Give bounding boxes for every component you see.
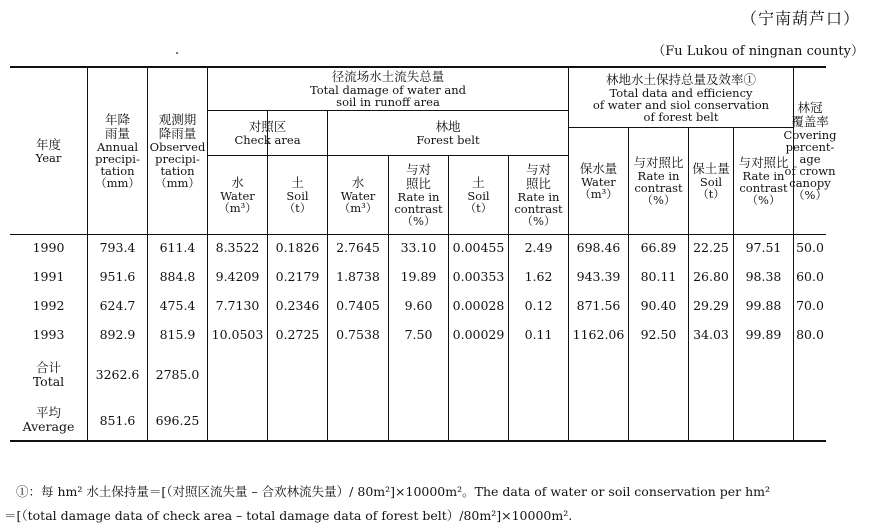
fwr-cn1: 与对 xyxy=(405,162,431,177)
fsr-en2: contrast xyxy=(514,202,563,216)
table-cell: 2.7645 xyxy=(336,240,380,255)
cs-en: Soil xyxy=(286,189,309,203)
cwr-en2: contrast xyxy=(634,181,683,195)
table-cell: 7.50 xyxy=(404,327,433,342)
check-cn: 对照区 xyxy=(248,119,287,134)
observed-cn2: 降雨量 xyxy=(158,126,197,141)
canopy-en4: of crown xyxy=(784,164,836,178)
table-cell: 0.00028 xyxy=(452,298,505,313)
fs-en: Soil xyxy=(467,189,490,203)
average-annual: 851.6 xyxy=(99,413,136,428)
cs-cn: 土 xyxy=(291,175,304,190)
observed-en3: tation xyxy=(160,164,195,178)
forest-en: Forest belt xyxy=(416,133,480,147)
forest-cn: 林地 xyxy=(435,119,461,134)
observed-unit: （mm） xyxy=(155,176,200,190)
year-cn: 年度 xyxy=(35,137,61,152)
table-cell: 1.8738 xyxy=(336,269,380,284)
total-annual: 3262.6 xyxy=(95,367,140,382)
total-label xyxy=(10,355,87,395)
fs-cn: 土 xyxy=(472,175,485,190)
table-cell: 50.0 xyxy=(796,240,824,255)
table-cell: 92.50 xyxy=(640,327,677,342)
damage-cn: 径流场水土流失总量 xyxy=(331,69,445,84)
header-forest-soil-rate xyxy=(509,156,568,234)
table-cell: 624.7 xyxy=(99,298,136,313)
table-cell: 80.0 xyxy=(796,327,824,342)
fw-cn: 水 xyxy=(351,175,365,190)
table-cell: 34.03 xyxy=(693,327,729,342)
table-cell: 793.4 xyxy=(99,240,136,255)
table-cell: 0.00353 xyxy=(452,269,505,284)
table-cell: 98.38 xyxy=(745,269,782,284)
cwv-cn: 保水量 xyxy=(579,161,618,176)
location-en: （Fu Lukou of ningnan county） xyxy=(652,44,864,59)
table-cell: 698.46 xyxy=(576,240,621,255)
cwr-en1: Rate in xyxy=(637,169,680,183)
header-check-water xyxy=(208,156,267,234)
table-cell: 8.3522 xyxy=(215,240,260,255)
table-cell: 884.8 xyxy=(159,269,196,284)
canopy-en3: age xyxy=(799,152,821,166)
average-observed: 696.25 xyxy=(155,413,200,428)
table-cell: 33.10 xyxy=(400,240,437,255)
header-total-damage xyxy=(208,68,568,110)
annual-unit: （mm） xyxy=(95,176,140,190)
table-cell: 9.60 xyxy=(404,298,433,313)
footnote-line2: ＝[（total damage data of check area – total damage data of forest belt）/80m²]×10000m². xyxy=(4,508,573,523)
table-cell: 892.9 xyxy=(99,327,136,342)
csr-en2: contrast xyxy=(739,181,788,195)
table-cell: 0.00029 xyxy=(452,327,505,342)
cwr-cn: 与对照比 xyxy=(633,155,684,170)
total-observed: 2785.0 xyxy=(155,367,200,382)
rule-header-bottom xyxy=(10,234,826,235)
fwr-en1: Rate in xyxy=(397,190,440,204)
average-label xyxy=(10,400,87,440)
data-table xyxy=(10,66,837,441)
csr-cn: 与对照比 xyxy=(738,155,789,170)
year-en: Year xyxy=(35,151,62,165)
fsr-cn2: 照比 xyxy=(525,176,551,191)
csr-en1: Rate in xyxy=(742,169,785,183)
header-year xyxy=(10,68,87,234)
header-cons-soil-rate xyxy=(734,128,793,234)
table-cell: 0.12 xyxy=(524,298,553,313)
cw-cn: 水 xyxy=(231,175,244,190)
check-en: Check area xyxy=(234,133,301,147)
canopy-en2: percent- xyxy=(785,140,835,154)
damage-en1: Total damage of water and xyxy=(309,83,467,97)
canopy-en1: Covering xyxy=(783,128,837,142)
annual-en3: tation xyxy=(100,164,135,178)
cons-en1: Total data and efficiency xyxy=(609,85,753,100)
table-cell: 0.00455 xyxy=(452,240,505,255)
table-cell: 951.6 xyxy=(99,269,136,284)
csv-en: Soil xyxy=(699,175,723,189)
csr-unit: （%） xyxy=(746,193,781,207)
stray-dot xyxy=(176,52,178,54)
table-cell: 1162.06 xyxy=(572,327,625,342)
table-cell: 1990 xyxy=(32,240,65,255)
table-cell: 29.29 xyxy=(693,298,729,313)
table-cell: 70.0 xyxy=(796,298,824,313)
csv-cn: 保土量 xyxy=(692,161,730,176)
cons-en3: of forest belt xyxy=(643,109,719,124)
table-cell: 611.4 xyxy=(159,240,196,255)
table-cell: 0.2346 xyxy=(275,298,320,313)
fsr-en1: Rate in xyxy=(517,190,560,204)
cons-en2: of water and siol conservation xyxy=(592,97,770,112)
observed-cn1: 观测期 xyxy=(158,112,197,127)
table-cell: 90.40 xyxy=(640,298,677,313)
table-cell: 1991 xyxy=(32,269,65,284)
fsr-unit: （%） xyxy=(521,214,556,228)
total-cn: 合计 xyxy=(35,360,61,375)
annual-en2: precipi- xyxy=(95,152,140,166)
table-cell: 0.2725 xyxy=(275,327,320,342)
table-cell: 1993 xyxy=(32,327,65,342)
table-cell: 19.89 xyxy=(400,269,437,284)
cwr-unit: （%） xyxy=(641,193,676,207)
header-check-soil xyxy=(268,156,327,234)
table-cell: 9.4209 xyxy=(215,269,260,284)
table-cell: 26.80 xyxy=(693,269,729,284)
rule-bottom xyxy=(10,440,826,442)
fw-unit: （m³） xyxy=(338,201,378,215)
canopy-cn1: 林冠 xyxy=(797,100,823,115)
fwr-unit: （%） xyxy=(401,214,436,228)
canopy-en5: canopy xyxy=(789,176,831,190)
annual-cn1: 年降 xyxy=(104,112,130,127)
fsr-cn1: 与对 xyxy=(525,162,551,177)
table-cell: 2.49 xyxy=(524,240,553,255)
canopy-unit: （%） xyxy=(793,188,827,202)
cw-en: Water xyxy=(220,189,255,203)
cw-unit: （m³） xyxy=(218,201,257,215)
fwr-en2: contrast xyxy=(394,202,443,216)
observed-en2: precipi- xyxy=(155,152,200,166)
cons-cn: 林地水土保持总量及效率① xyxy=(605,71,756,87)
fwr-cn2: 照比 xyxy=(405,176,431,191)
header-forest-belt xyxy=(328,111,568,155)
observed-en1: Observed xyxy=(149,140,206,154)
header-cons-water xyxy=(569,128,628,234)
cwv-en: Water xyxy=(581,175,616,189)
average-en: Average xyxy=(22,419,75,434)
table-cell: 1992 xyxy=(32,298,65,313)
header-canopy xyxy=(783,68,837,234)
header-observed-precip xyxy=(148,68,207,234)
table-cell: 1.62 xyxy=(524,269,553,284)
footnote-line1: ①：每 hm² 水土保持量＝[（对照区流失量 – 合欢林流失量）/ 80m²]×10000m²。The data of water or soil conservation per hm² xyxy=(16,484,771,499)
canopy-cn2: 覆盖率 xyxy=(791,114,829,129)
header-forest-water-rate xyxy=(389,156,448,234)
cs-unit: （t） xyxy=(283,201,312,215)
fs-unit: （t） xyxy=(464,201,493,215)
header-cons-soil xyxy=(689,128,733,234)
table-cell: 475.4 xyxy=(159,298,196,313)
annual-cn2: 雨量 xyxy=(104,126,130,141)
header-annual-precip xyxy=(88,68,147,234)
table-cell: 99.89 xyxy=(745,327,782,342)
table-cell: 943.39 xyxy=(576,269,621,284)
table-cell: 10.0503 xyxy=(211,327,264,342)
table-cell: 7.7130 xyxy=(215,298,260,313)
table-cell: 0.7405 xyxy=(336,298,380,313)
damage-en2: soil in runoff area xyxy=(336,95,440,109)
header-forest-soil xyxy=(449,156,508,234)
fw-en: Water xyxy=(340,189,376,203)
total-en: Total xyxy=(32,374,65,389)
header-check-area xyxy=(208,111,327,155)
header-conservation xyxy=(569,68,793,127)
table-cell: 66.89 xyxy=(640,240,677,255)
csv-unit: （t） xyxy=(697,187,725,201)
table-cell: 22.25 xyxy=(693,240,729,255)
header-cons-water-rate xyxy=(629,128,688,234)
table-cell: 0.11 xyxy=(524,327,553,342)
table-cell: 0.7538 xyxy=(336,327,380,342)
table-cell: 871.56 xyxy=(576,298,621,313)
location-cn: （宁南葫芦口） xyxy=(740,9,860,28)
table-cell: 0.2179 xyxy=(275,269,320,284)
table-cell: 815.9 xyxy=(159,327,196,342)
average-cn: 平均 xyxy=(35,405,61,420)
annual-en1: Annual xyxy=(96,140,139,154)
table-cell: 0.1826 xyxy=(275,240,320,255)
table-cell: 80.11 xyxy=(640,269,677,284)
header-forest-water xyxy=(328,156,388,234)
table-cell: 99.88 xyxy=(745,298,782,313)
table-cell: 60.0 xyxy=(796,269,824,284)
table-cell: 97.51 xyxy=(745,240,782,255)
cwv-unit: （m³） xyxy=(579,187,618,201)
